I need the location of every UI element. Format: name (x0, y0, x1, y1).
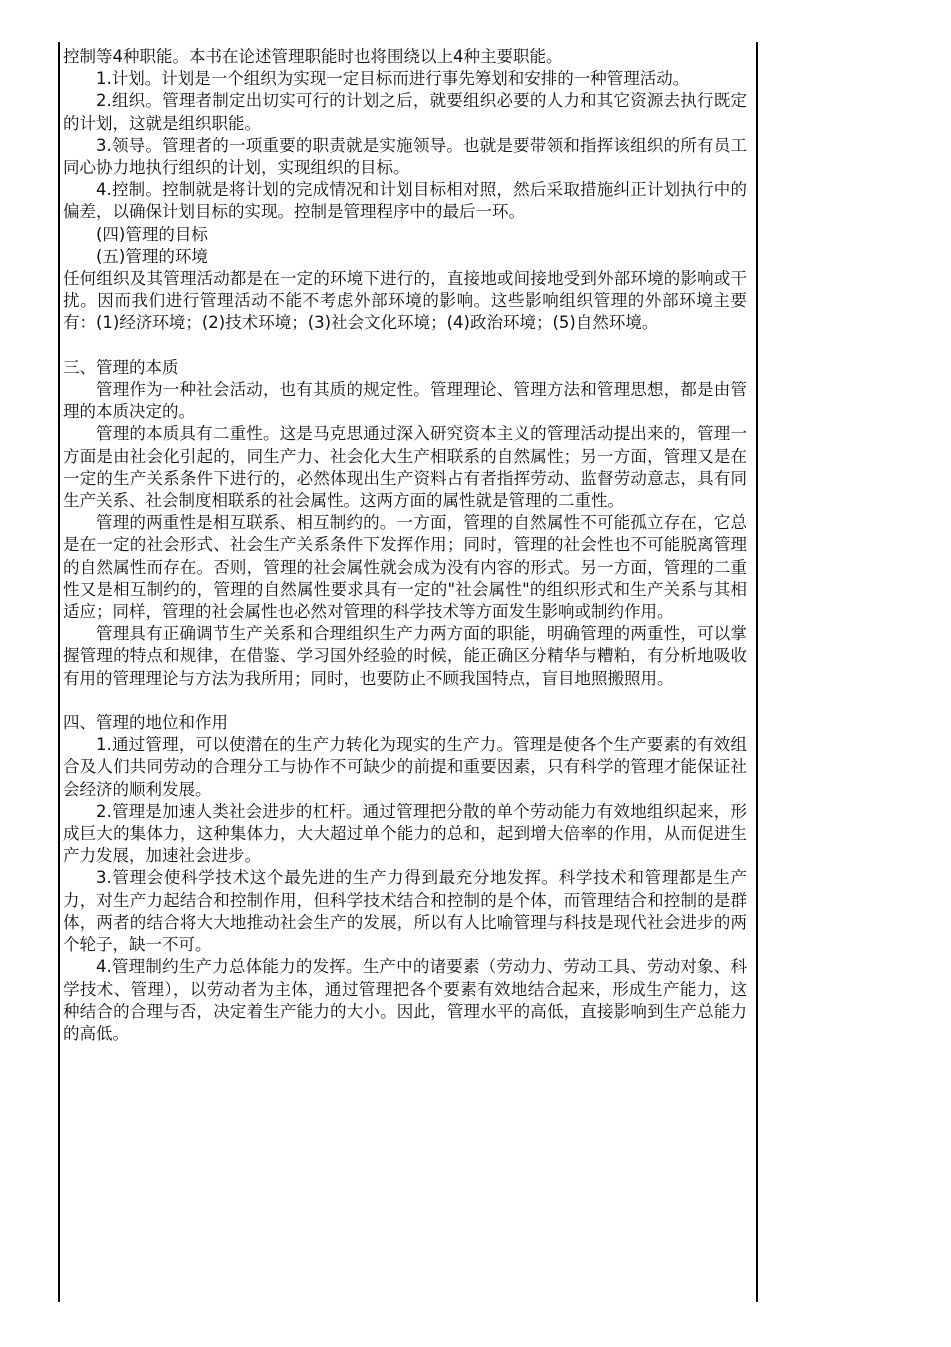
paragraph: 1.通过管理，可以使潜在的生产力转化为现实的生产力。管理是使各个生产要素的有效组合及人们共同劳动的合理分工与协作不可缺少的前提和重要因素，只有科学的管理才能保证社会经济的顺利发展。 (63, 735, 747, 799)
paragraph: 4.管理制约生产力总体能力的发挥。生产中的诸要素（劳动力、劳动工具、劳动对象、科学技术、管理），以劳动者为主体，通过管理把各个要素有效地结合起来，形成生产能力，这种结合的合理与否，决定着生产能力的大小。因此，管理水平的高低，直接影响到生产总能力的高低。 (63, 957, 747, 1043)
paragraph-spacer (63, 690, 747, 712)
paragraph: 管理具有正确调节生产关系和合理组织生产力两方面的职能，明确管理的两重性，可以掌握管理的特点和规律，在借鉴、学习国外经验的时候，能正确区分精华与糟粕，有分析地吸收有用的管理理论与方法为我所用；同时，也要防止不顾我国特点，盲目地照搬照用。 (63, 624, 747, 688)
paragraph: (四)管理的目标 (96, 224, 208, 244)
paragraph: (五)管理的环境 (96, 246, 208, 266)
paragraph-spacer (63, 335, 747, 357)
section-heading: 四、管理的地位和作用 (63, 713, 228, 733)
paragraph: 4.控制。控制就是将计划的完成情况和计划目标相对照，然后采取措施纠正计划执行中的偏差，以确保计划目标的实现。控制是管理程序中的最后一环。 (63, 180, 747, 222)
paragraph: 管理的两重性是相互联系、相互制约的。一方面，管理的自然属性不可能孤立存在，它总是在一定的社会形式、社会生产关系条件下发挥作用；同时，管理的社会性也不可能脱离管理的自然属性而存在。否则，管理的社会属性就会成为没有内容的形式。另一方面，管理的二重性又是相互制约的，管理的自然属性要求具有一定的"社会属性"的组织形式和生产关系与其相适应；同样，管理的社会属性也必然对管理的科学技术等方面发生影响或制约作用。 (63, 513, 747, 622)
paragraph: 2.管理是加速人类社会进步的杠杆。通过管理把分散的单个劳动能力有效地组织起来，形成巨大的集体力，这种集体力，大大超过单个能力的总和，起到增大倍率的作用，从而促进生产力发展，加速社会进步。 (63, 801, 747, 866)
paragraph: 任何组织及其管理活动都是在一定的环境下进行的，直接地或间接地受到外部环境的影响或干扰。因而我们进行管理活动不能不考虑外部环境的影响。这些影响组织管理的外部环境主要有：(1)经济环境；(2)技术环境；(3)社会文化环境；(4)政治环境；(5)自然环境。 (63, 269, 747, 333)
section-heading: 三、管理的本质 (63, 357, 179, 377)
right-margin-rule (756, 42, 758, 1302)
paragraph: 2.组织。管理者制定出切实可行的计划之后，就要组织必要的人力和其它资源去执行既定的计划，这就是组织职能。 (63, 91, 747, 133)
paragraph: 3.管理会使科学技术这个最先进的生产力得到最充分地发挥。科学技术和管理都是生产力，对生产力起结合和控制作用，但科学技术结合和控制的是个体，而管理结合和控制的是群体，两者的结合将大大地推动社会生产的发展，所以有人比喻管理与科技是现代社会进步的两个轮子，缺一不可。 (63, 868, 747, 955)
document-body (63, 46, 747, 1045)
paragraph: 控制等4种职能。本书在论述管理职能时也将围绕以上4种主要职能。 (63, 47, 563, 66)
paragraph: 管理的本质具有二重性。这是马克思通过深入研究资本主义的管理活动提出来的，管理一方面是由社会化引起的，同生产力、社会化大生产相联系的自然属性；另一方面，管理又是在一定的生产关系条件下进行的，必然体现出生产资料占有者指挥劳动、监督劳动意志，具有同生产关系、社会制度相联系的社会属性。这两方面的属性就是管理的二重性。 (63, 424, 747, 511)
paragraph: 3.领导。管理者的一项重要的职责就是实施领导。也就是要带领和指挥该组织的所有员工同心协力地执行组织的计划，实现组织的目标。 (63, 135, 747, 178)
paragraph: 1.计划。计划是一个组织为实现一定目标而进行事先筹划和安排的一种管理活动。 (96, 69, 690, 89)
paragraph: 管理作为一种社会活动，也有其质的规定性。管理理论、管理方法和管理思想，都是由管理的本质决定的。 (63, 380, 747, 422)
left-margin-rule (58, 42, 60, 1302)
